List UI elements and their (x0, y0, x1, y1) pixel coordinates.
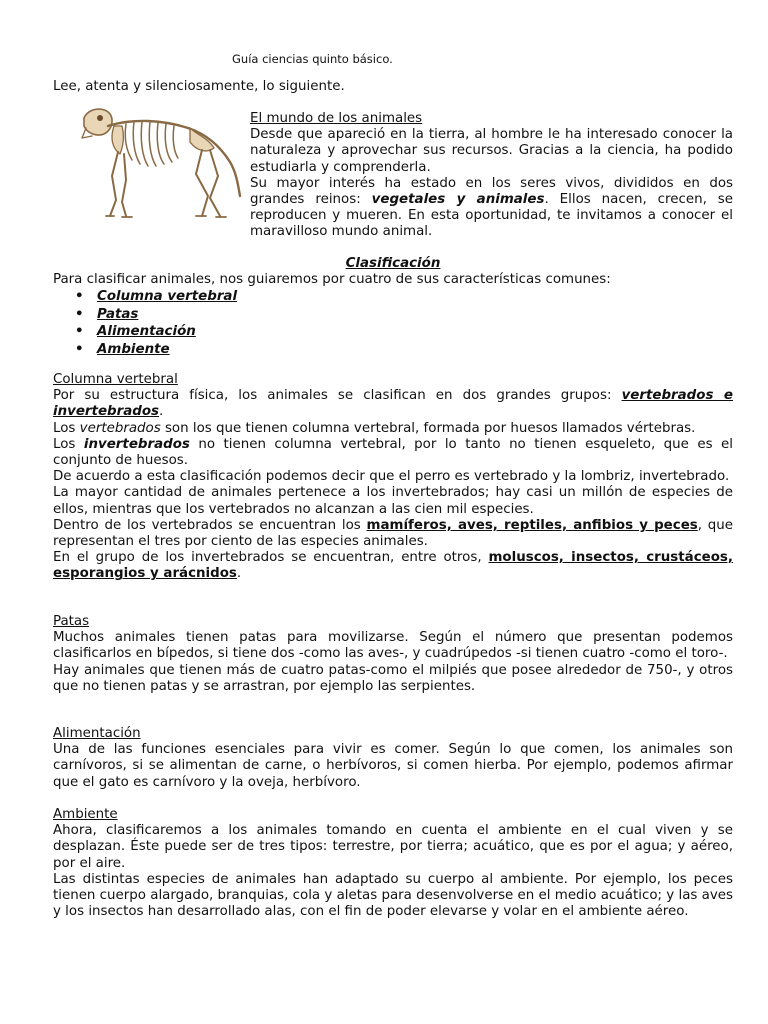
intro-p2-part: Su mayor interés ha estado en los seres vivos, divididos en dos grandes reinos: (250, 175, 733, 208)
vertebrate-groups-emphasis: mamíferos, aves, reptiles, anfibios y peces (366, 517, 698, 533)
text-span: Dentro de los vertebrados se encuentran los (53, 517, 367, 533)
columna-line-5: La mayor cantidad de animales pertenece a los invertebrados; hay casi un millón de especies de ellos, mientras que los vertebrados no alcanzan a las cien mil especies. (53, 485, 733, 517)
columna-line-1 (53, 388, 733, 420)
ambiente-paragraph-1: Ahora, clasificaremos a los animales tomando en cuenta el ambiente en el cual viven y se desplazan. Éste puede ser de tres tipos: terrestre, por tierra; acuático, que es por el agua; y aéreo, por el aire. (53, 823, 733, 871)
classification-title: Clasificación (345, 256, 441, 271)
ambiente-title: Ambiente (53, 807, 118, 822)
alimentacion-paragraph-1: Una de las funciones esenciales para vivir es comer. Según lo que comen, los animales son carnívoros, si se alimentan de carne, o herbívoros, si comen hierba. Por ejemplo, podemos afirmar que el gato es carnívoro y la oveja, herbívoro. (53, 742, 733, 790)
text-span: Los (53, 436, 84, 452)
text-span: Por su estructura física, los animales se clasifican en dos grandes grupos: (53, 388, 622, 404)
document-header: Guía ciencias quinto básico. (232, 52, 393, 66)
patas-paragraph-2: Hay animales que tienen más de cuatro patas-como el milpiés que posee alrededor de 750-, y otros que no tienen patas y se arrastran, por ejemplo las serpientes. (53, 662, 733, 694)
list-item: • Ambiente (53, 342, 733, 360)
columna-line-6 (53, 518, 733, 550)
ambiente-section (53, 807, 733, 920)
columna-line-7 (53, 550, 733, 582)
intro-section (250, 111, 733, 241)
text-span: , que representan el tres por ciento de las especies animales. (53, 517, 733, 550)
columna-line-2 (53, 421, 733, 437)
animal-skeleton-illustration (78, 104, 244, 222)
columna-section (53, 372, 733, 583)
columna-title: Columna vertebral (53, 372, 178, 387)
text-span: Los (53, 420, 80, 436)
intro-title: El mundo de los animales (250, 111, 423, 126)
columna-line-4: De acuerdo a esta clasificación podemos decir que el perro es vertebrado y la lombriz, invertebrado. (53, 469, 730, 485)
intro-p2-kingdoms: vegetales y animales (371, 192, 545, 208)
text-span: no tienen columna vertebral, por lo tanto no tienen esqueleto, que es el conjunto de huesos. (53, 436, 734, 469)
intro-paragraph-2 (250, 176, 733, 241)
groups-emphasis: vertebrados e invertebrados (53, 388, 734, 420)
list-item: • Alimentación (53, 324, 733, 342)
text-span: son los que tienen columna vertebral, formada por huesos llamados vértebras. (160, 420, 696, 436)
classification-lead: Para clasificar animales, nos guiaremos por cuatro de sus características comunes: (53, 272, 611, 287)
intro-paragraph-1: Desde que apareció en la tierra, al hombre le ha interesado conocer la naturaleza y aprovechar sus recursos. Gracias a la ciencia, ha podido estudiarla y comprenderla. (250, 127, 733, 175)
list-item: • Columna vertebral (53, 289, 733, 307)
text-span: . (159, 404, 164, 420)
vertebrados-emphasis: vertebrados (79, 420, 161, 436)
alimentacion-title: Alimentación (53, 726, 141, 741)
classification-list (53, 289, 733, 359)
columna-line-3 (53, 437, 733, 469)
patas-title: Patas (53, 614, 90, 629)
text-span: En el grupo de los invertebrados se encuentran, entre otros, (53, 550, 489, 566)
invertebrados-emphasis: invertebrados (83, 436, 190, 452)
instruction-line: Lee, atenta y silenciosamente, lo siguiente. (53, 79, 345, 94)
list-item: • Patas (53, 307, 733, 325)
skeleton-drawing (78, 104, 244, 222)
patas-section (53, 614, 733, 695)
intro-p2-part: . Ellos nacen, crecen, se reproducen y mueren. En esta oportunidad, te invitamos a conocer el maravilloso mundo animal. (250, 192, 733, 240)
invertebrate-groups-emphasis: moluscos, insectos, crustáceos, esporangios y arácnidos (53, 550, 733, 582)
patas-paragraph-1: Muchos animales tienen patas para movilizarse. Según el número que presentan podemos clasificarlos en bípedos, si tiene dos -como las aves-, y cuadrúpedos -si tienen cuatro -como el toro-. (53, 630, 733, 662)
alimentacion-section (53, 726, 733, 791)
text-span: . (236, 566, 242, 582)
ambiente-paragraph-2: Las distintas especies de animales han adaptado su cuerpo al ambiente. Por ejemplo, los peces tienen cuerpo alargado, branquias, cola y aletas para desenvolverse en el medio acuático; y las aves y los insectos han desarrollado alas, con el fin de poder elevarse y volar en el ambiente aéreo. (53, 871, 733, 920)
